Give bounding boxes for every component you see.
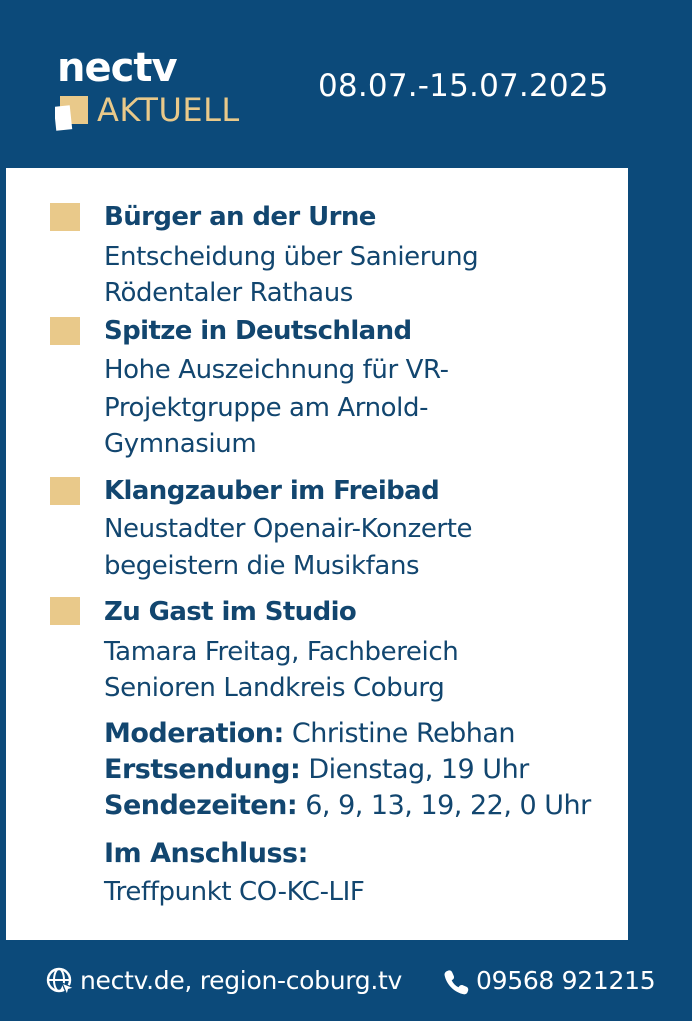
erstsendung-value: Dienstag, 19 Uhr [308,754,529,785]
bullet-square-icon [50,597,80,625]
sendezeiten-label: Sendezeiten: [104,790,298,821]
item-title: Bürger an der Urne [104,202,376,232]
sendezeiten-value: 6, 9, 13, 19, 22, 0 Uhr [305,790,591,821]
item-title: Spitze in Deutschland [104,316,412,346]
bullet-square-icon [50,477,80,505]
nectv-logo [55,46,295,141]
moderation-label: Moderation: [104,718,284,749]
item-line: Gymnasium [104,429,257,459]
moderation-value: Christine Rebhan [291,718,516,749]
item-line: Neustadter Openair-Konzerte [104,514,473,544]
anschluss-value: Treffpunkt CO-KC-LIF [104,877,365,907]
globe-cursor-icon [46,967,76,997]
moderation-line [104,716,515,752]
item-line: Tamara Freitag, Fachbereich [104,637,459,667]
item-line: Projektgruppe am Arnold- [104,393,429,423]
item-line: Entscheidung über Sanierung [104,242,479,272]
anschluss-label-line [104,836,308,872]
date-range: 08.07.-15.07.2025 [318,68,609,104]
logo-wordmark: nectv [57,45,177,91]
footer-phone: 09568 921215 [476,966,656,995]
anschluss-label: Im Anschluss: [104,838,308,869]
erstsendung-line [104,752,529,788]
footer-websites: nectv.de, region-coburg.tv [80,966,403,995]
item-line: Hohe Auszeichnung für VR- [104,355,449,385]
bullet-square-icon [50,317,80,345]
item-title: Zu Gast im Studio [104,597,357,627]
item-line: begeistern die Musikfans [104,551,420,581]
sendezeiten-line [104,788,591,824]
item-line: Rödentaler Rathaus [104,278,353,308]
phone-icon [443,969,469,995]
bullet-square-icon [50,203,80,231]
erstsendung-label: Erstsendung: [104,754,301,785]
item-title: Klangzauber im Freibad [104,476,440,506]
logo-square-icon [55,96,89,132]
logo-subtitle: AKTUELL [97,91,240,129]
item-line: Senioren Landkreis Coburg [104,673,445,703]
